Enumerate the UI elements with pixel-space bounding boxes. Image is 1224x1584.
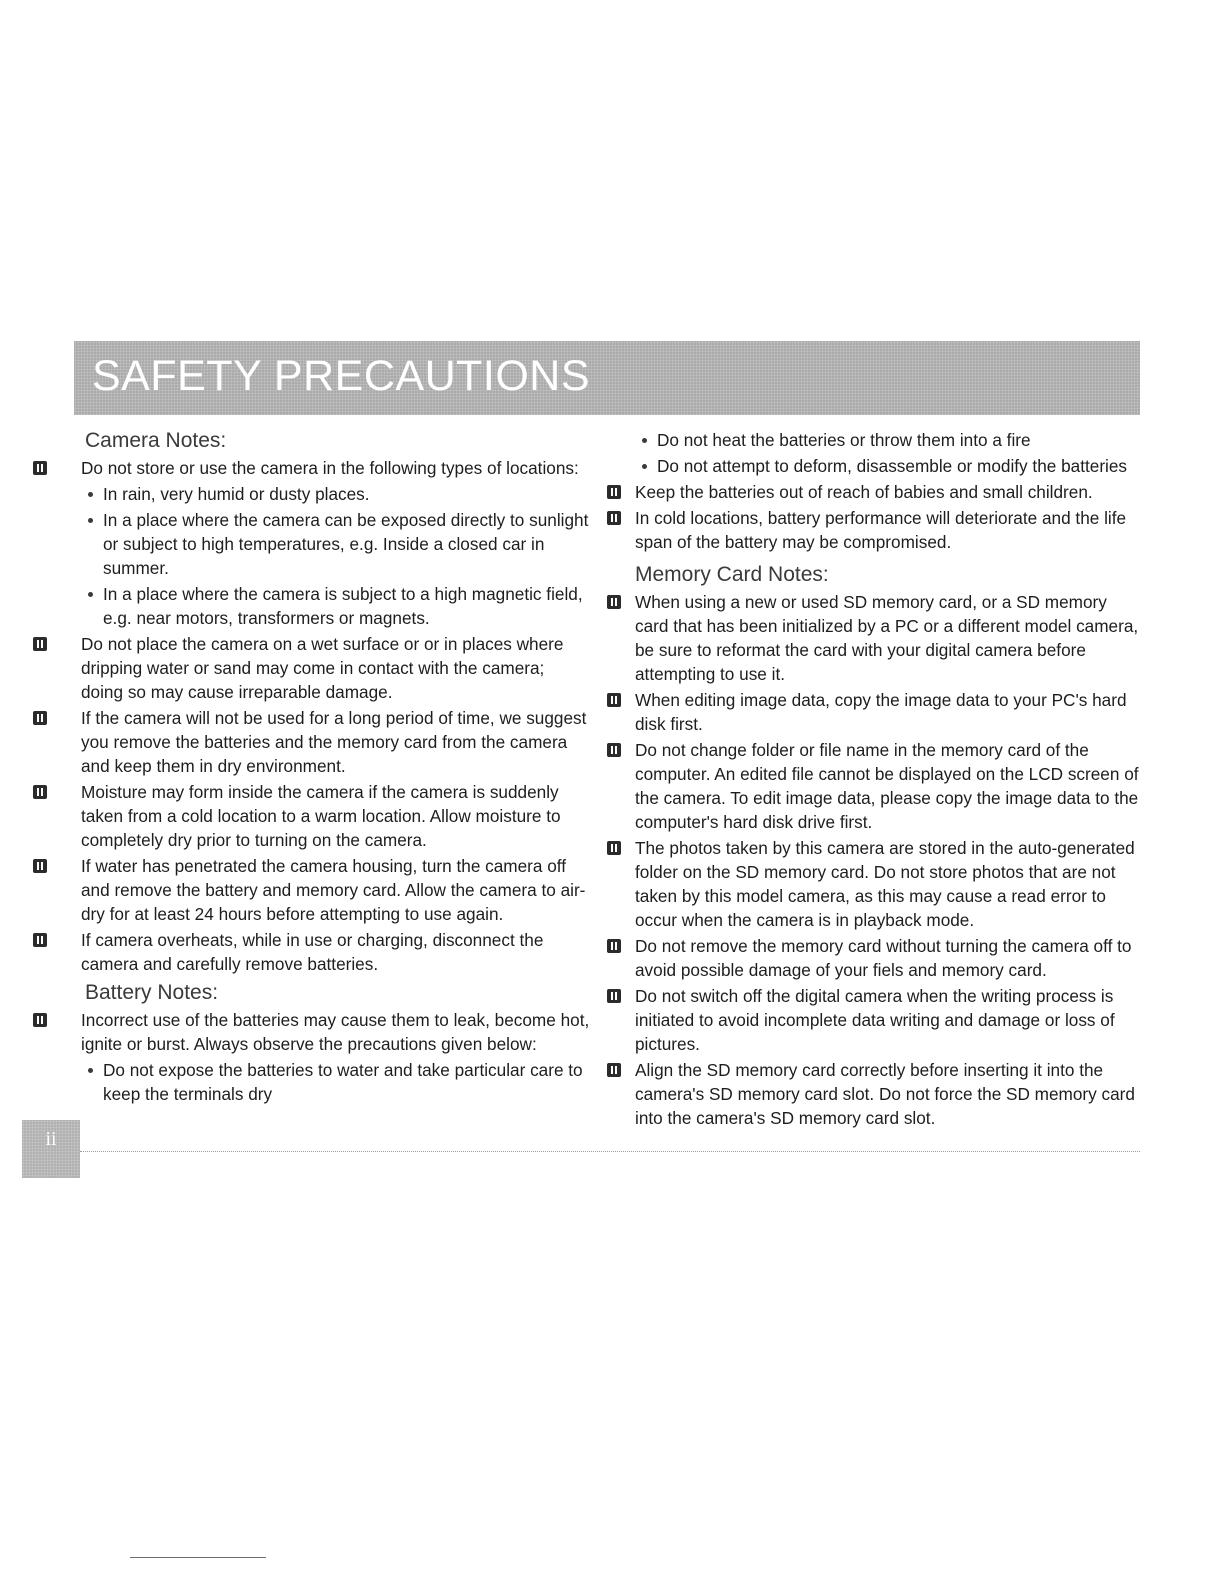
bullet-dot-icon	[88, 518, 93, 523]
memory-card-note-item	[604, 738, 1144, 834]
memory-card-note-text: The photos taken by this camera are stored in the auto-generated folder on the SD memory card. Do not store photos that are not taken by this model camera, as this may cause a read error to occur when the camera is in playback mode.	[635, 838, 1135, 930]
battery-precaution-text: Do not expose the batteries to water and take particular care to keep the terminals dry	[103, 1060, 583, 1104]
camera-note-item	[30, 928, 590, 976]
camera-note-item	[30, 706, 590, 778]
footer-divider	[80, 1151, 1140, 1152]
caution-icon	[607, 595, 621, 609]
bullet-dot-icon	[642, 464, 647, 469]
memory-card-note-item	[604, 934, 1144, 982]
memory-card-note-item	[604, 836, 1144, 932]
location-text: In rain, very humid or dusty places.	[103, 484, 370, 504]
caution-icon	[607, 841, 621, 855]
memory-card-notes-heading: Memory Card Notes:	[635, 563, 829, 586]
bullet-dot-icon	[88, 592, 93, 597]
title-banner	[74, 341, 1140, 415]
camera-note-text: If camera overheats, while in use or charging, disconnect the camera and carefully remove batteries.	[81, 930, 544, 974]
camera-note-item	[30, 456, 590, 480]
battery-note-text: In cold locations, battery performance will deteriorate and the life span of the battery may be compromised.	[635, 508, 1127, 552]
caution-icon	[607, 511, 621, 525]
memory-card-note-item	[604, 984, 1144, 1056]
memory-card-note-item	[604, 1058, 1144, 1130]
battery-precaution-bullet	[604, 454, 1144, 478]
battery-precaution-text: Do not heat the batteries or throw them into a fire	[657, 430, 1031, 450]
location-bullet	[30, 582, 590, 630]
location-text: In a place where the camera can be exposed directly to sunlight or subject to high temperatures, e.g. Inside a closed car in summer.	[103, 510, 589, 578]
caution-icon	[607, 743, 621, 757]
camera-note-text: Moisture may form inside the camera if the camera is suddenly taken from a cold location to a warm location. Allow moisture to completely dry prior to turning on the camera.	[81, 782, 561, 850]
camera-note-text: If the camera will not be used for a long period of time, we suggest you remove the batteries and the memory card from the camera and keep them in dry environment.	[81, 708, 587, 776]
caution-icon	[33, 859, 47, 873]
caution-icon	[607, 989, 621, 1003]
camera-note-text: Do not store or use the camera in the following types of locations:	[81, 458, 579, 478]
left-column	[30, 426, 590, 1108]
right-column	[604, 426, 1144, 1130]
caution-icon	[607, 693, 621, 707]
page-number-tab	[22, 1120, 80, 1178]
battery-note-item	[30, 1008, 590, 1056]
camera-note-item	[30, 854, 590, 926]
memory-card-note-item	[604, 590, 1144, 686]
bullet-dot-icon	[88, 1068, 93, 1073]
memory-card-note-text: When using a new or used SD memory card, or a SD memory card that has been initialized by a PC or a different model camera, be sure to reformat the card with your digital camera before attempting to use it.	[635, 592, 1139, 684]
battery-precaution-bullet	[30, 1058, 590, 1106]
caution-icon	[607, 1063, 621, 1077]
caution-icon	[33, 461, 47, 475]
memory-card-note-text: Align the SD memory card correctly before inserting it into the camera's SD memory card slot. Do not force the SD memory card into the camera's SD memory card slot.	[635, 1060, 1135, 1128]
camera-notes-heading: Camera Notes:	[85, 429, 227, 452]
caution-icon	[33, 933, 47, 947]
page-number: ii	[45, 1128, 57, 1150]
memory-card-note-text: When editing image data, copy the image data to your PC's hard disk first.	[635, 690, 1127, 734]
caution-icon	[33, 637, 47, 651]
page-title: SAFETY PRECAUTIONS	[92, 352, 591, 400]
battery-note-text: Incorrect use of the batteries may cause them to leak, become hot, ignite or burst. Always observe the precautions given below:	[81, 1010, 590, 1054]
battery-note-item	[604, 506, 1144, 554]
bottom-rule	[130, 1557, 266, 1558]
battery-note-text: Keep the batteries out of reach of babies and small children.	[635, 482, 1093, 502]
battery-precaution-bullet	[604, 428, 1144, 452]
memory-card-note-text: Do not remove the memory card without turning the camera off to avoid possible damage of your fiels and memory card.	[635, 936, 1132, 980]
bullet-dot-icon	[88, 492, 93, 497]
caution-icon	[33, 1013, 47, 1027]
caution-icon	[607, 939, 621, 953]
bullet-dot-icon	[642, 438, 647, 443]
memory-card-note-text: Do not switch off the digital camera when the writing process is initiated to avoid incomplete data writing and damage or loss of pictures.	[635, 986, 1115, 1054]
camera-note-text: If water has penetrated the camera housing, turn the camera off and remove the battery and memory card. Allow the camera to air-dry for at least 24 hours before attempting to use again.	[81, 856, 586, 924]
camera-note-item	[30, 780, 590, 852]
camera-note-text: Do not place the camera on a wet surface or or in places where dripping water or sand may come in contact with the camera; doing so may cause irreparable damage.	[81, 634, 564, 702]
memory-card-note-item	[604, 688, 1144, 736]
camera-note-item	[30, 632, 590, 704]
caution-icon	[33, 711, 47, 725]
caution-icon	[33, 785, 47, 799]
location-bullet	[30, 508, 590, 580]
location-bullet	[30, 482, 590, 506]
battery-note-item	[604, 480, 1144, 504]
caution-icon	[607, 485, 621, 499]
battery-precaution-text: Do not attempt to deform, disassemble or modify the batteries	[657, 456, 1128, 476]
memory-card-note-text: Do not change folder or file name in the memory card of the computer. An edited file cannot be displayed on the LCD screen of the camera. To edit image data, please copy the image data to the computer's hard disk drive first.	[635, 740, 1139, 832]
battery-notes-heading: Battery Notes:	[85, 981, 219, 1004]
location-text: In a place where the camera is subject to a high magnetic field, e.g. near motors, transformers or magnets.	[103, 584, 583, 628]
